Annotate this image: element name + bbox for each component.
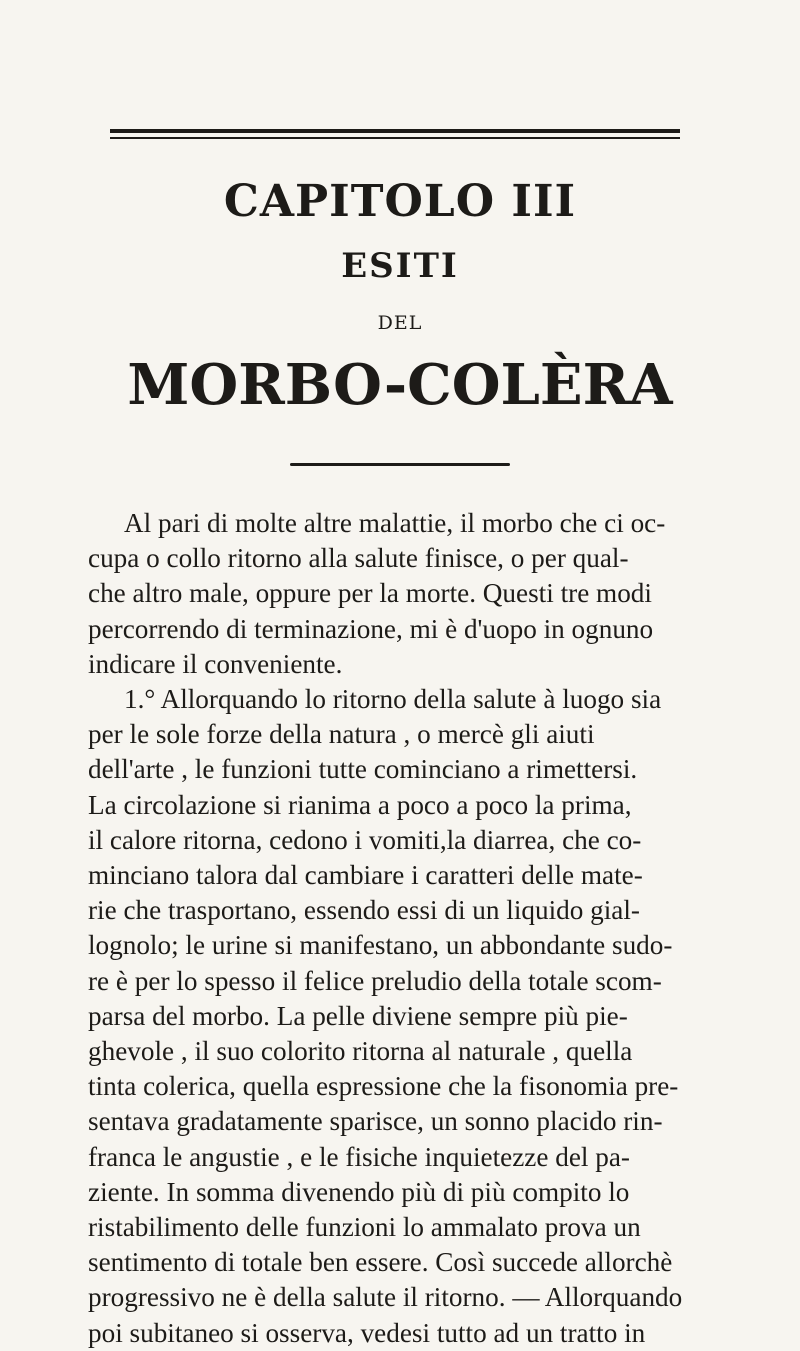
text-line: rie che trasportano, essendo essi di un liquido gial- xyxy=(88,895,640,926)
body-text xyxy=(88,506,752,1351)
text-line: franca le angustie , e le fisiche inquietezze del pa- xyxy=(88,1141,630,1172)
text-line: cupa o collo ritorno alla salute finisce, o per qual- xyxy=(88,543,629,574)
text-line: poi subitaneo si osserva, vedesi tutto ad un tratto in xyxy=(88,1317,646,1348)
text-line: re è per lo spesso il felice preludio della totale scom- xyxy=(88,965,662,996)
text-line: Al pari di molte altre malattie, il morbo che ci oc- xyxy=(124,508,666,538)
connector-word: DEL xyxy=(377,312,423,334)
blackletter-heading: ESITI xyxy=(341,246,459,286)
title-rule xyxy=(290,463,510,466)
text-line: 1.° Allorquando lo ritorno della salute à luogo sia xyxy=(124,684,662,715)
top-double-rule xyxy=(110,126,680,142)
text-line: sentava gradatamente sparisce, un sonno placido rin- xyxy=(88,1106,663,1137)
rule-thin xyxy=(110,137,680,139)
text-line: ristabilimento delle funzioni lo ammalato prova un xyxy=(88,1212,641,1243)
text-line: ghevole , il suo colorito ritorna al naturale , quella xyxy=(88,1036,633,1067)
text-line: La circolazione si rianima a poco a poco la prima, xyxy=(88,789,632,820)
text-line: il calore ritorna, cedono i vomiti,la diarrea, che co- xyxy=(88,824,642,855)
text-line: ziente. In somma divenendo più di più compito lo xyxy=(88,1176,630,1207)
text-line: lognolo; le urine si manifestano, un abbondante sudo- xyxy=(88,930,673,961)
text-line: progressivo ne è della salute il ritorno. — Allorquando xyxy=(88,1282,683,1313)
text-line: tinta colerica, quella espressione che la fisonomia pre- xyxy=(88,1071,679,1102)
rule-thick xyxy=(110,129,680,133)
text-line: che altro male, oppure per la morte. Questi tre modi xyxy=(88,578,652,609)
text-line: indicare il conveniente. xyxy=(88,648,343,679)
text-line: sentimento di totale ben essere. Così succede allorchè xyxy=(88,1247,673,1278)
text-line: minciano talora dal cambiare i caratteri delle mate- xyxy=(88,860,643,891)
text-line: parsa del morbo. La pelle diviene sempre più pie- xyxy=(88,1000,628,1031)
text-line: dell'arte , le funzioni tutte cominciano a rimettersi. xyxy=(88,754,638,785)
text-line: per le sole forze della natura , o mercè gli aiuti xyxy=(88,719,595,750)
text-line: percorrendo di terminazione, mi è d'uopo in ognuno xyxy=(88,613,654,644)
chapter-heading: CAPITOLO III xyxy=(223,176,577,227)
main-title: MORBO-COLÈRA xyxy=(127,352,673,418)
